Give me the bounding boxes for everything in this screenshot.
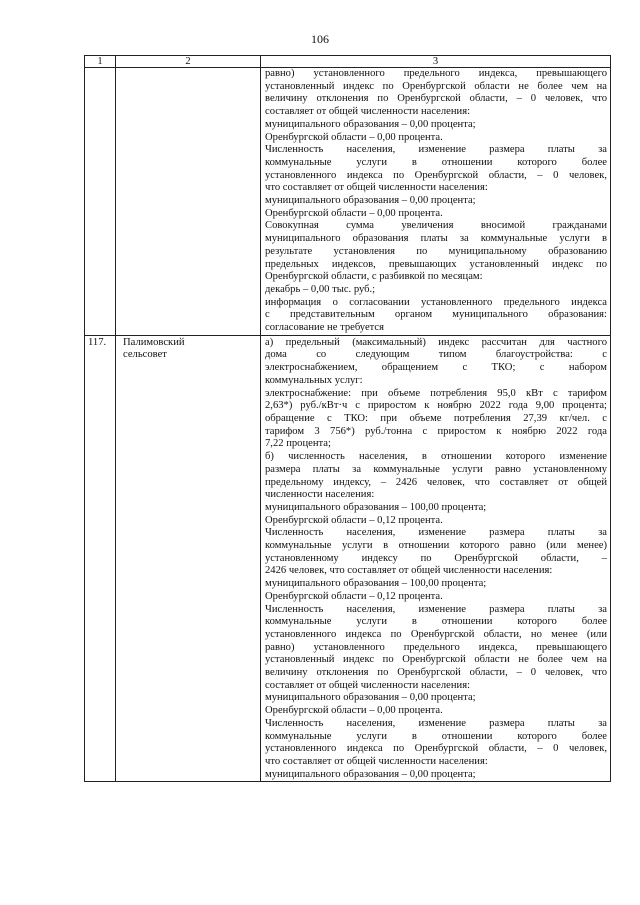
- text-line: составляет от общей численности населения:: [265, 679, 471, 691]
- text-line: установленному индексу по Оренбургской области, –: [265, 552, 607, 564]
- text-line: Оренбургской области – 0,12 процента.: [265, 514, 443, 526]
- text-line: коммунальных услуг:: [265, 374, 363, 386]
- text-line: размера платы за коммунальные услуги равно установленному: [265, 463, 607, 475]
- text-line: тарифом 3 756*) руб./тонна с приростом к ноябрю 2022 года: [265, 425, 607, 437]
- text-line: муниципального образования – 0,00 процента;: [265, 195, 476, 207]
- text-line: муниципального образования платы за коммунальные услуги в: [265, 233, 607, 245]
- text-line: электроснабжение: при объеме потребления 95,0 кВт с тарифом: [265, 387, 607, 399]
- header-col-1: 1: [85, 56, 116, 68]
- municipality-name-line-1: Палимовский: [123, 336, 185, 348]
- page-number: 106: [311, 32, 329, 46]
- text-line: установленного индекса по Оренбургской области, – 0 человек,: [265, 743, 607, 755]
- description-cell: [261, 335, 611, 782]
- text-line: установленного индекса по Оренбургской области, – 0 человек,: [265, 169, 607, 181]
- text-line: предельному индексу, – 2426 человек, что составляет от общей: [265, 476, 607, 488]
- text-line: Оренбургской области – 0,00 процента.: [265, 131, 443, 143]
- municipality-name-cell: [116, 68, 261, 336]
- text-line: муниципального образования – 100,00 процента;: [265, 578, 487, 590]
- text-line: 2,63*) руб./кВт·ч с приростом к ноябрю 2022 года 9,00 процента;: [265, 400, 607, 412]
- text-line: Оренбургской области – 0,12 процента.: [265, 590, 443, 602]
- text-line: составляет от общей численности населения:: [265, 106, 471, 118]
- text-line: Численность населения, изменение размера платы за: [265, 603, 607, 615]
- text-line: б) численность населения, в отношении которого изменение: [265, 451, 607, 463]
- text-line: Численность населения, изменение размера платы за: [265, 144, 607, 156]
- text-line: что составляет от общей численности населения:: [265, 755, 488, 767]
- text-line: коммунальные услуги в отношении которого более: [265, 730, 607, 742]
- text-line: муниципального образования – 0,00 процента;: [265, 692, 476, 704]
- text-line: величину отклонения по Оренбургской области, – 0 человек, что: [265, 667, 607, 679]
- text-line: 7,22 процента;: [265, 438, 331, 450]
- table-row-continued: [85, 68, 611, 336]
- text-line: а) предельный (максимальный) индекс рассчитан для частного: [265, 336, 607, 348]
- text-line: коммунальные услуги в отношении которого более: [265, 156, 607, 168]
- text-line: предельных индексов, превышающих установленный индекс по: [265, 258, 607, 270]
- text-line: с представительным органом муниципального образования:: [265, 309, 607, 321]
- text-line: муниципального образования – 100,00 процента;: [265, 501, 487, 513]
- text-line: Численность населения, изменение размера платы за: [265, 527, 607, 539]
- indices-table: [84, 55, 611, 782]
- description-text: [265, 68, 607, 335]
- text-line: дома со следующим типом благоустройства: с: [265, 349, 607, 361]
- text-line: обращение с ТКО: при объеме потребления 27,39 кг/чел. с: [265, 412, 607, 424]
- row-number-cell: 117.: [85, 335, 116, 782]
- text-line: Оренбургской области – 0,00 процента.: [265, 207, 443, 219]
- text-line: что составляет от общей численности населения:: [265, 182, 488, 194]
- municipality-name-line-2: сельсовет: [123, 349, 167, 361]
- text-line: согласование не требуется: [265, 322, 385, 334]
- text-line: муниципального образования – 0,00 процента;: [265, 768, 476, 780]
- description-cell: [261, 68, 611, 336]
- table-header-row: [85, 56, 611, 68]
- municipality-name-cell: [116, 335, 261, 782]
- text-line: численности населения:: [265, 489, 375, 501]
- table-row-117: [85, 335, 611, 782]
- text-line: коммунальные услуги в отношении которого равно (или менее): [265, 540, 607, 552]
- header-col-2: 2: [116, 56, 261, 68]
- text-line: установленного индекса по Оренбургской области, но менее (или: [265, 628, 607, 640]
- row-number-cell: [85, 68, 116, 336]
- text-line: Совокупная сумма увеличения вносимой гражданами: [265, 220, 607, 232]
- text-line: Численность населения, изменение размера платы за: [265, 717, 607, 729]
- text-line: установленный индекс по Оренбургской области не более чем на: [265, 654, 607, 666]
- text-line: величину отклонения по Оренбургской области, – 0 человек, что: [265, 93, 607, 105]
- text-line: равно) установленного предельного индекса, превышающего: [265, 68, 607, 79]
- text-line: Оренбургской области, с разбивкой по месяцам:: [265, 271, 483, 283]
- text-line: результате установления по муниципальному образованию: [265, 245, 607, 257]
- description-text: [265, 337, 607, 782]
- text-line: 2426 человек, что составляет от общей численности населения:: [265, 565, 553, 577]
- text-line: электроснабжением, обращением с ТКО; с набором: [265, 362, 607, 374]
- header-col-3: 3: [261, 56, 611, 68]
- text-line: установленный индекс по Оренбургской области не более чем на: [265, 80, 607, 92]
- text-line: муниципального образования – 0,00 процента;: [265, 118, 476, 130]
- text-line: коммунальные услуги в отношении которого более: [265, 616, 607, 628]
- text-line: информация о согласовании установленного предельного индекса: [265, 296, 607, 308]
- text-line: равно) установленного предельного индекса, превышающего: [265, 641, 607, 653]
- text-line: декабрь – 0,00 тыс. руб.;: [265, 283, 376, 295]
- text-line: Оренбургской области – 0,00 процента.: [265, 705, 443, 717]
